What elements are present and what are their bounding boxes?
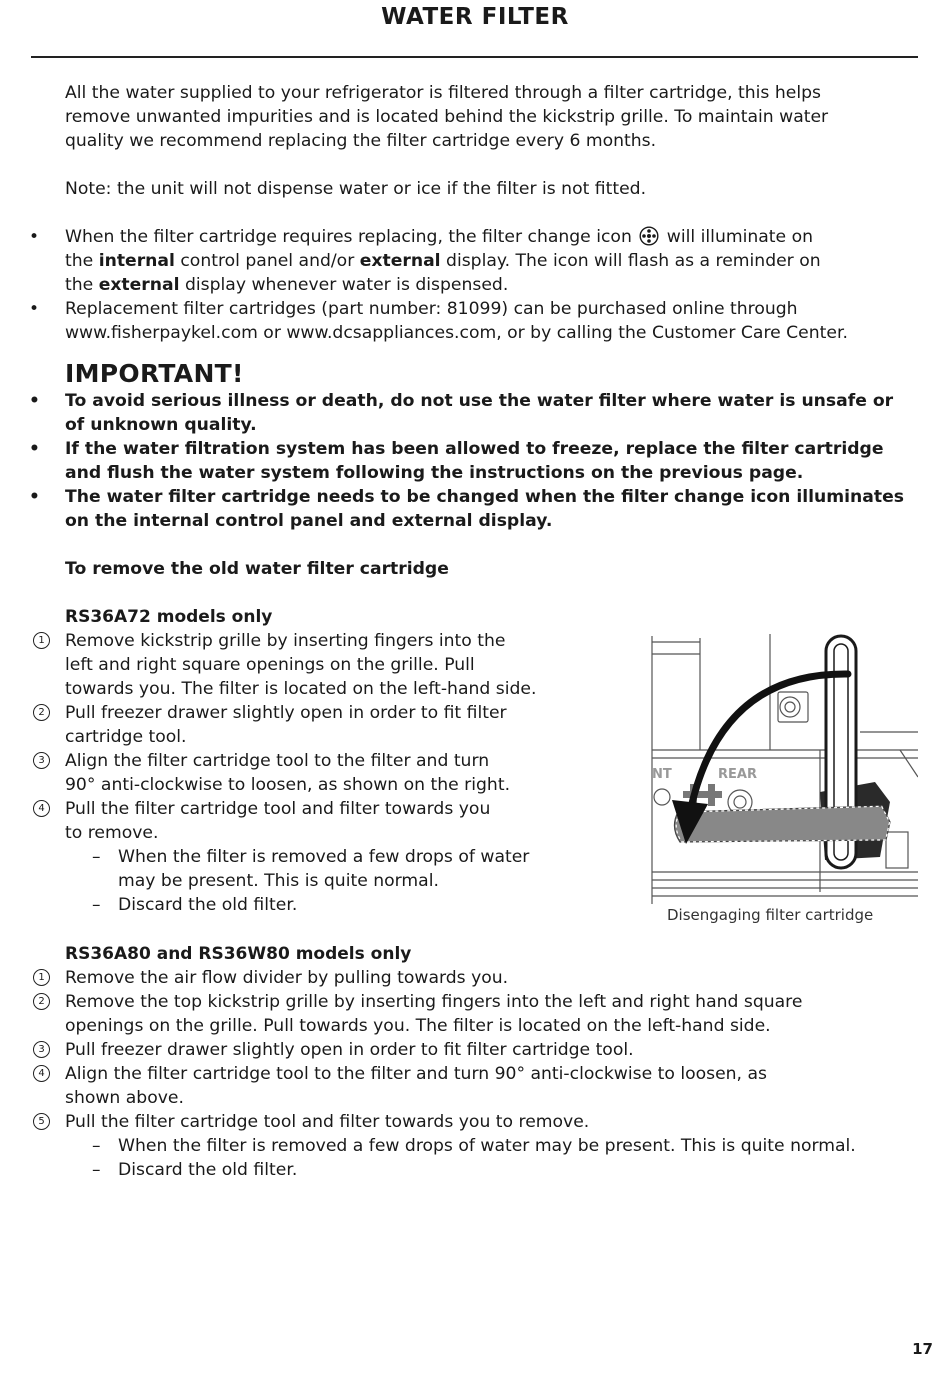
step-text: Pull freezer drawer slightly open in order to fit filter — [65, 703, 507, 723]
bullet-text: www.fisherpaykel.com or www.dcsappliances.com, or by calling the Customer Care Center. — [65, 323, 848, 343]
step-number: 1 — [33, 632, 50, 649]
sub-step-text: may be present. This is quite normal. — [118, 871, 439, 891]
bullet-text: Replacement filter cartridges (part number: 81099) can be purchased online through — [65, 299, 798, 319]
bullet-text-part: display whenever water is dispensed. — [184, 275, 509, 295]
bullet-text-part: When the filter cartridge requires replacing, the filter change icon — [65, 227, 632, 247]
step-text: 90° anti-clockwise to loosen, as shown on the right. — [65, 775, 511, 795]
page-number: 17 — [912, 1340, 933, 1358]
step-number: 1 — [33, 969, 50, 986]
warning-text: of unknown quality. — [65, 415, 257, 435]
front-label: NT — [652, 767, 672, 782]
intro-line: All the water supplied to your refrigerator is filtered through a filter cartridge, this helps — [65, 83, 821, 103]
intro-line: quality we recommend replacing the filter cartridge every 6 months. — [65, 131, 657, 151]
step-number: 2 — [33, 993, 50, 1010]
important-heading: IMPORTANT! — [65, 359, 244, 388]
step-text: openings on the grille. Pull towards you. The filter is located on the left-hand side. — [65, 1016, 771, 1036]
bullet-text-part: will illuminate on — [666, 227, 813, 247]
warning-text: To avoid serious illness or death, do not use the water filter where water is unsafe or — [65, 391, 894, 411]
step-text: towards you. The filter is located on the left-hand side. — [65, 679, 537, 699]
bullet-marker: • — [29, 227, 40, 247]
bold-term: external — [98, 275, 180, 295]
warning-text: If the water filtration system has been allowed to freeze, replace the filter cartridge — [65, 439, 884, 459]
bullet-text-part: control panel and/or — [180, 251, 355, 271]
bullet-marker: • — [29, 299, 40, 319]
rear-label: REAR — [718, 767, 757, 782]
page-title: WATER FILTER — [381, 4, 569, 30]
sub-step-text: Discard the old filter. — [118, 1160, 298, 1180]
model-heading: RS36A80 and RS36W80 models only — [65, 944, 412, 964]
bullet-text — [65, 273, 508, 297]
step-text: left and right square openings on the grille. Pull — [65, 655, 475, 675]
warning-text: and flush the water system following the instructions on the previous page. — [65, 463, 804, 483]
figure-caption: Disengaging filter cartridge — [667, 906, 874, 924]
dash-marker: – — [92, 1160, 101, 1180]
step-number: 3 — [33, 1041, 50, 1058]
warning-text: on the internal control panel and external display. — [65, 511, 553, 531]
bullet-text — [65, 249, 821, 273]
bullet-marker: • — [29, 439, 40, 459]
step-number: 2 — [33, 704, 50, 721]
bullet-marker: • — [29, 391, 40, 411]
step-text: Remove kickstrip grille by inserting fingers into the — [65, 631, 506, 651]
bold-term: external — [359, 251, 441, 271]
step-text: Pull freezer drawer slightly open in order to fit filter cartridge tool. — [65, 1040, 634, 1060]
intro-note: Note: the unit will not dispense water or ice if the filter is not fitted. — [65, 179, 647, 199]
section-heading: To remove the old water filter cartridge — [65, 559, 449, 579]
step-text: Align the filter cartridge tool to the filter and turn — [65, 751, 490, 771]
sub-step-text: Discard the old filter. — [118, 895, 298, 915]
bullet-text-part: the — [65, 275, 94, 295]
model-heading: RS36A72 models only — [65, 607, 273, 627]
intro-line: remove unwanted impurities and is located behind the kickstrip grille. To maintain water — [65, 107, 829, 127]
dash-marker: – — [92, 895, 101, 915]
warning-text: The water filter cartridge needs to be changed when the filter change icon illuminates — [65, 487, 904, 507]
step-text: Remove the air flow divider by pulling towards you. — [65, 968, 509, 988]
step-text: to remove. — [65, 823, 159, 843]
dash-marker: – — [92, 847, 101, 867]
step-text: Pull the filter cartridge tool and filter towards you to remove. — [65, 1112, 590, 1132]
sub-step-text: When the filter is removed a few drops of water — [118, 847, 530, 867]
bullet-text-part: display. The icon will flash as a reminder on — [446, 251, 821, 271]
step-text: Align the filter cartridge tool to the filter and turn 90° anti-clockwise to loosen, as — [65, 1064, 767, 1084]
bullet-text-part: the — [65, 251, 94, 271]
dash-marker: – — [92, 1136, 101, 1156]
bullet-marker: • — [29, 487, 40, 507]
step-number: 4 — [33, 1065, 50, 1082]
step-text: Remove the top kickstrip grille by inserting fingers into the left and right hand square — [65, 992, 803, 1012]
step-number: 5 — [33, 1113, 50, 1130]
step-text: cartridge tool. — [65, 727, 187, 747]
step-number: 4 — [33, 800, 50, 817]
bold-term: internal — [98, 251, 175, 271]
filter-cartridge-illustration — [650, 632, 918, 904]
sub-step-text: When the filter is removed a few drops of water may be present. This is quite normal. — [118, 1136, 856, 1156]
step-text: Pull the filter cartridge tool and filter towards you — [65, 799, 491, 819]
header-rule — [31, 56, 918, 58]
step-text: shown above. — [65, 1088, 184, 1108]
step-number: 3 — [33, 752, 50, 769]
